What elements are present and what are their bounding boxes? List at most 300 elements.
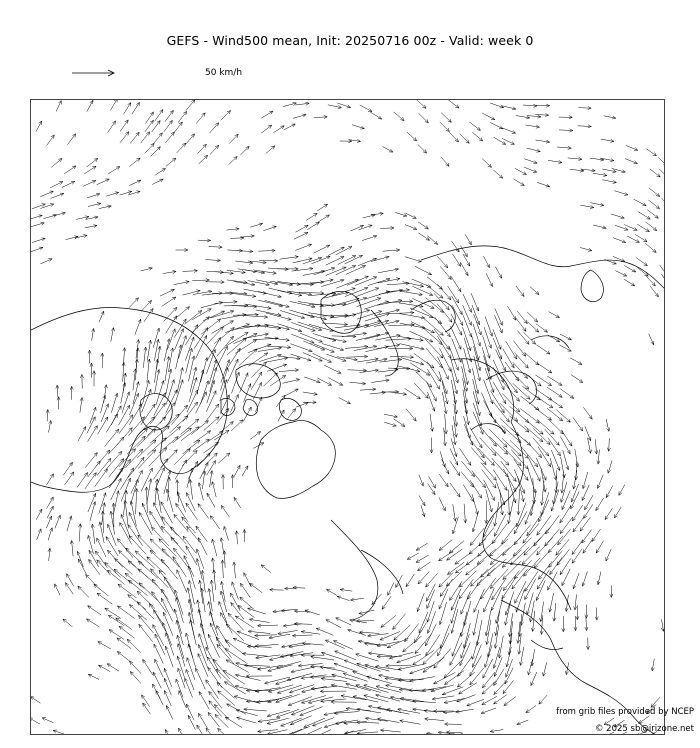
wind-vector xyxy=(646,276,655,286)
wind-vector xyxy=(87,100,93,111)
wind-vector xyxy=(337,596,350,601)
wind-vector xyxy=(472,511,478,532)
wind-vector xyxy=(277,661,301,668)
wind-map-canvas xyxy=(31,100,665,735)
wind-vector xyxy=(561,430,572,446)
wind-vector xyxy=(400,697,424,701)
wind-vector xyxy=(265,677,290,684)
wind-vector xyxy=(210,145,219,154)
wind-vector xyxy=(104,385,108,403)
wind-vector xyxy=(198,609,204,634)
wind-vector xyxy=(204,417,220,431)
wind-vector xyxy=(276,694,300,703)
wind-vector xyxy=(320,666,344,672)
wind-vector xyxy=(181,427,199,441)
wind-vector xyxy=(327,589,338,595)
wind-vector xyxy=(612,168,626,172)
wind-vector xyxy=(227,228,240,231)
wind-vector xyxy=(108,121,116,133)
wind-vector xyxy=(596,541,603,553)
wind-vector xyxy=(459,683,477,694)
wind-vector xyxy=(344,660,367,669)
wind-vector xyxy=(410,363,430,376)
wind-vector xyxy=(291,667,316,673)
wind-vector xyxy=(585,618,588,631)
wind-vector xyxy=(206,391,216,412)
wind-vector xyxy=(50,182,63,188)
wind-vector xyxy=(279,356,301,360)
wind-vector xyxy=(116,618,132,630)
wind-vector xyxy=(301,630,320,634)
wind-vector xyxy=(440,452,445,468)
wind-vector xyxy=(649,334,654,345)
wind-vector xyxy=(627,236,640,242)
wind-vector xyxy=(437,304,452,323)
wind-vector xyxy=(356,334,380,341)
wind-vector xyxy=(559,345,571,351)
wind-vector xyxy=(310,676,336,679)
wind-vector xyxy=(486,273,492,286)
wind-vector xyxy=(522,547,540,565)
wind-vector xyxy=(48,528,53,541)
wind-vector xyxy=(345,345,368,348)
wind-vector xyxy=(214,705,228,720)
wind-vector xyxy=(532,478,535,504)
wind-vector xyxy=(422,687,446,692)
wind-vector xyxy=(119,626,134,638)
wind-vector xyxy=(452,296,463,315)
wind-vector xyxy=(524,159,537,164)
wind-vector xyxy=(189,479,193,499)
wind-vector xyxy=(503,571,519,591)
wind-vector xyxy=(108,167,120,174)
wind-vector xyxy=(186,503,198,520)
wind-vector xyxy=(614,191,628,196)
wind-vector xyxy=(229,134,238,143)
wind-vector xyxy=(105,608,121,618)
wind-vector xyxy=(145,120,153,132)
wind-vector xyxy=(88,674,99,679)
wind-vector xyxy=(284,124,296,130)
wind-vector xyxy=(430,414,434,432)
wind-vector xyxy=(186,348,193,373)
wind-vector xyxy=(447,549,463,560)
wind-vector xyxy=(221,560,224,578)
wind-vector xyxy=(328,247,344,256)
wind-vector xyxy=(464,424,473,445)
wind-vector xyxy=(352,125,364,129)
wind-vector xyxy=(463,294,472,312)
wind-vector xyxy=(156,381,164,405)
wind-vector xyxy=(161,559,177,579)
wind-vector xyxy=(241,235,255,238)
wind-vector xyxy=(407,132,417,141)
wind-vector xyxy=(464,416,471,438)
wind-vector xyxy=(240,373,248,393)
wind-vector xyxy=(186,704,194,720)
wind-vector xyxy=(88,493,96,512)
wind-vector xyxy=(515,168,527,174)
wind-vector xyxy=(266,146,275,154)
wind-vector xyxy=(547,397,563,408)
wind-vector xyxy=(450,483,460,497)
wind-vector xyxy=(36,509,42,520)
wind-vector xyxy=(388,347,413,350)
wind-vector xyxy=(175,460,187,480)
wind-vector xyxy=(483,336,491,359)
wind-vector xyxy=(606,486,613,498)
wind-vector xyxy=(97,458,111,475)
wind-vector xyxy=(523,332,535,344)
wind-vector xyxy=(650,286,658,297)
wind-vector xyxy=(466,560,485,575)
wind-vector xyxy=(650,169,660,177)
wind-vector xyxy=(199,155,208,164)
wind-vector xyxy=(561,472,564,493)
wind-vector xyxy=(324,721,346,728)
wind-vector xyxy=(527,148,541,152)
wind-vector xyxy=(440,348,452,371)
wind-vector xyxy=(174,281,190,285)
wind-vector xyxy=(395,213,407,217)
wind-vector xyxy=(178,644,186,667)
wind-vector xyxy=(127,436,145,454)
wind-vector xyxy=(470,668,484,685)
wind-vector xyxy=(128,417,144,436)
wind-vector xyxy=(453,254,461,266)
wind-vector xyxy=(635,234,647,242)
wind-vector xyxy=(176,598,184,623)
wind-vector xyxy=(658,157,665,166)
wind-vector xyxy=(528,468,536,493)
wind-vector xyxy=(67,574,74,587)
wind-vector xyxy=(534,550,550,568)
wind-vector xyxy=(303,392,317,395)
wind-vector xyxy=(508,306,517,320)
wind-vector xyxy=(296,225,309,232)
wind-vector xyxy=(504,697,516,706)
wind-vector xyxy=(129,512,140,536)
wind-vector xyxy=(163,612,173,636)
wind-vector xyxy=(266,357,288,362)
wind-vector xyxy=(237,717,257,723)
wind-vector xyxy=(579,106,592,109)
wind-vector xyxy=(586,638,589,650)
wind-vector xyxy=(64,166,76,174)
wind-vector xyxy=(472,494,478,514)
wind-vector xyxy=(522,447,538,467)
wind-vector xyxy=(439,474,448,487)
wind-vector xyxy=(448,286,459,303)
wind-vector xyxy=(124,500,128,525)
wind-vector xyxy=(120,132,129,143)
wind-vector xyxy=(514,179,525,186)
wind-vector xyxy=(597,475,603,489)
wind-vector xyxy=(258,300,283,307)
wind-vector xyxy=(572,505,582,521)
wind-vector xyxy=(206,281,225,284)
wind-vector xyxy=(320,690,346,693)
wind-vector xyxy=(457,695,476,702)
wind-vector xyxy=(198,504,209,519)
wind-vector xyxy=(570,358,582,365)
wind-vector xyxy=(523,104,537,107)
wind-vector xyxy=(196,335,207,358)
wind-vector xyxy=(51,193,64,198)
wind-vector xyxy=(49,420,52,432)
wind-vector xyxy=(416,372,432,388)
wind-vector xyxy=(156,691,163,705)
wind-vector xyxy=(301,313,326,320)
wind-vector xyxy=(535,375,551,386)
wind-vector xyxy=(493,170,502,178)
wind-vector xyxy=(540,615,543,634)
wind-vector xyxy=(150,511,164,532)
wind-vector xyxy=(226,660,249,673)
wind-vector xyxy=(65,472,74,485)
wind-vector xyxy=(472,471,486,488)
wind-vector xyxy=(317,204,327,211)
wind-vector xyxy=(183,290,201,295)
wind-vector xyxy=(117,638,131,649)
wind-vector xyxy=(419,496,425,506)
wind-vector xyxy=(312,730,331,735)
wind-vector xyxy=(117,539,133,558)
wind-vector xyxy=(166,706,173,720)
wind-vector xyxy=(166,390,177,414)
wind-vector xyxy=(562,616,565,632)
wind-vector xyxy=(662,198,665,208)
wind-vector xyxy=(263,226,276,231)
wind-vector xyxy=(55,584,61,595)
wind-vector xyxy=(523,386,541,400)
wind-vectors xyxy=(31,100,665,735)
wind-vector xyxy=(370,112,382,119)
wind-vector xyxy=(288,409,296,419)
wind-vector xyxy=(547,387,563,397)
wind-vector xyxy=(364,301,388,309)
wind-vector xyxy=(251,372,262,390)
wind-vector xyxy=(238,606,255,618)
wind-vector xyxy=(225,324,249,333)
wind-vector xyxy=(295,244,311,251)
wind-vector xyxy=(192,279,209,282)
wind-vector xyxy=(261,565,271,573)
wind-vector xyxy=(418,222,428,229)
wind-vector xyxy=(597,572,601,585)
wind-vector xyxy=(37,529,42,540)
wind-vector xyxy=(508,613,512,637)
wind-vector xyxy=(371,256,389,262)
wind-vector xyxy=(390,696,414,702)
wind-vector xyxy=(360,105,372,112)
wind-vector xyxy=(308,697,333,704)
wind-vector xyxy=(574,594,577,610)
wind-vector xyxy=(173,557,187,578)
wind-vector xyxy=(186,669,194,690)
wind-vector xyxy=(201,358,208,383)
wind-vector xyxy=(269,654,293,660)
wind-vector xyxy=(46,409,49,421)
wind-vector xyxy=(261,111,273,118)
wind-vector xyxy=(144,308,153,322)
wind-vector xyxy=(248,630,270,634)
wind-vector xyxy=(372,594,382,605)
wind-vector xyxy=(283,102,296,106)
wind-vector xyxy=(78,559,86,574)
wind-vector xyxy=(573,573,579,589)
wind-vector xyxy=(604,116,616,119)
wind-vector xyxy=(634,199,647,206)
wind-vector xyxy=(186,100,195,111)
wind-vector xyxy=(207,380,215,403)
wind-vector xyxy=(637,224,649,232)
wind-vector xyxy=(281,609,297,612)
wind-vector xyxy=(526,706,536,713)
wind-vector xyxy=(602,180,616,184)
wind-vector xyxy=(484,327,492,349)
wind-vector xyxy=(70,386,73,400)
wind-vector xyxy=(267,718,289,724)
wind-vector xyxy=(493,382,506,404)
wind-vector xyxy=(415,266,432,275)
wind-vector xyxy=(288,697,312,706)
wind-vector xyxy=(99,205,112,209)
wind-vector xyxy=(417,593,424,611)
wind-vector xyxy=(451,380,456,404)
wind-vector xyxy=(490,122,503,128)
alaska-coastline xyxy=(331,520,403,620)
wind-vector xyxy=(179,728,185,735)
wind-vector xyxy=(440,624,449,648)
wind-vector xyxy=(141,132,150,143)
wind-vector xyxy=(520,647,524,666)
wind-vector xyxy=(430,438,433,454)
wind-vector xyxy=(219,601,227,623)
wind-vector xyxy=(31,222,44,227)
wind-vector xyxy=(561,457,566,478)
wind-vector xyxy=(258,624,278,627)
wind-vector xyxy=(441,157,449,166)
wind-vector xyxy=(568,157,582,160)
wind-vector xyxy=(427,590,435,609)
wind-vector xyxy=(606,549,611,561)
wind-vector xyxy=(386,289,410,292)
wind-vector xyxy=(213,570,216,591)
wind-vector xyxy=(178,668,186,688)
wind-vector xyxy=(385,677,411,682)
wind-vector xyxy=(127,639,141,652)
wind-vector xyxy=(418,572,429,584)
wind-vector xyxy=(571,491,580,508)
wind-vector xyxy=(198,144,207,153)
wind-vector xyxy=(78,586,89,597)
wind-vector xyxy=(460,262,468,275)
wind-vector xyxy=(527,515,541,536)
wind-vector xyxy=(516,286,524,297)
wind-vector xyxy=(535,113,549,116)
wind-vector xyxy=(235,261,253,264)
data-source-credit: from grib files provided by NCEP xyxy=(556,707,694,717)
wind-vector xyxy=(174,319,186,338)
wind-vector xyxy=(198,239,211,242)
wind-vector xyxy=(295,102,309,105)
wind-vector xyxy=(421,505,425,517)
wind-vector xyxy=(55,515,61,528)
wind-vector xyxy=(188,566,195,589)
wind-vector xyxy=(484,588,495,612)
wind-vector xyxy=(253,382,261,399)
wind-vector xyxy=(495,267,501,279)
wind-vector xyxy=(394,625,411,640)
wind-vector xyxy=(346,355,367,358)
wind-vector xyxy=(218,691,235,706)
wind-vector xyxy=(537,419,554,434)
wind-vector xyxy=(625,159,638,164)
wind-vector xyxy=(439,497,446,511)
wind-vector xyxy=(360,388,376,391)
wind-vector xyxy=(40,259,52,264)
wind-vector xyxy=(626,145,638,150)
wind-vector xyxy=(314,115,327,118)
copyright-credit: © 2025 sb@irizone.net xyxy=(594,724,694,734)
wind-vector xyxy=(143,659,153,675)
wind-vector xyxy=(85,225,97,228)
wind-vector xyxy=(105,562,121,577)
wind-vector xyxy=(166,489,173,512)
wind-vector xyxy=(56,385,59,397)
wind-vector xyxy=(111,478,121,500)
wind-vector xyxy=(444,698,465,703)
wind-vector xyxy=(268,695,292,703)
wind-vector xyxy=(46,474,53,485)
wind-vector xyxy=(111,393,118,413)
wind-vector xyxy=(283,379,300,384)
wind-vector xyxy=(557,146,571,149)
wind-vector xyxy=(237,250,253,253)
wind-vector xyxy=(40,204,54,209)
wind-vector xyxy=(190,620,197,645)
wind-vector xyxy=(97,593,112,604)
wind-vector xyxy=(174,122,183,133)
wind-vector xyxy=(649,188,660,197)
wind-vector xyxy=(143,347,147,368)
wind-vector xyxy=(155,467,165,490)
wind-vector xyxy=(471,569,489,586)
wind-vector xyxy=(242,466,248,476)
wind-vector xyxy=(255,634,277,637)
wind-vector xyxy=(279,369,299,372)
wind-vector xyxy=(31,718,40,724)
wind-vector xyxy=(181,419,199,434)
wind-vector xyxy=(396,575,403,588)
wind-vector xyxy=(405,388,421,399)
wind-vector xyxy=(179,691,186,708)
wind-vector xyxy=(474,314,482,335)
wind-vector xyxy=(646,222,657,231)
wind-vector xyxy=(546,515,560,534)
wind-vector xyxy=(83,181,96,187)
wind-vector xyxy=(246,304,271,309)
wind-vector xyxy=(210,623,220,647)
wind-vector xyxy=(220,422,234,433)
wind-vector xyxy=(405,225,417,230)
wind-vector xyxy=(393,614,406,630)
wind-vector xyxy=(88,203,101,207)
wind-vector xyxy=(231,475,234,488)
wind-vector xyxy=(139,615,154,633)
wind-vector xyxy=(101,395,106,413)
